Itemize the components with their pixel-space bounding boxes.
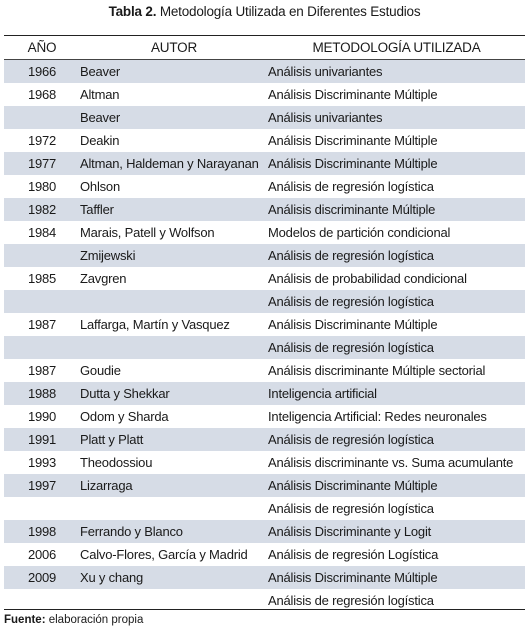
cell-year: 1985 xyxy=(27,271,57,286)
cell-method: Modelos de partición condicional xyxy=(268,225,451,240)
cell-year xyxy=(4,244,80,267)
cell-author: Calvo-Flores, García y Madrid xyxy=(80,547,248,562)
table-caption xyxy=(0,4,529,19)
cell-author: Marais, Patell y Wolfson xyxy=(80,225,215,240)
cell-year xyxy=(4,336,80,359)
header-row xyxy=(4,36,525,60)
cell-year: 1990 xyxy=(27,409,57,424)
cell-author: Odom y Sharda xyxy=(80,409,169,424)
cell-method: Análisis de regresión logística xyxy=(268,179,434,194)
cell-year xyxy=(4,290,80,313)
cell-year: 1984 xyxy=(27,225,57,240)
cell-author: Ferrando y Blanco xyxy=(80,520,268,543)
cell-year: 1977 xyxy=(4,152,80,175)
cell-year: 1987 xyxy=(27,317,57,332)
cell-method: Análisis de regresión logística xyxy=(268,290,525,313)
table-row xyxy=(4,336,525,359)
cell-author: Ohlson xyxy=(80,179,120,194)
table-row xyxy=(4,313,525,336)
cell-author: Zavgren xyxy=(80,271,127,286)
cell-author: Goudie xyxy=(80,363,121,378)
cell-method: Análisis Discriminante Múltiple xyxy=(268,133,438,148)
cell-year: 1997 xyxy=(4,474,80,497)
cell-author: Zmijewski xyxy=(80,244,268,267)
table-row xyxy=(4,175,525,198)
caption-text: Metodología Utilizada en Diferentes Estudios xyxy=(159,4,421,19)
cell-method: Análisis de regresión logística xyxy=(268,428,525,451)
cell-author: Altman xyxy=(80,87,120,102)
cell-author: Deakin xyxy=(80,133,120,148)
table-row xyxy=(4,83,525,106)
cell-year xyxy=(4,497,80,520)
cell-author: Beaver xyxy=(80,60,268,84)
cell-year: 1987 xyxy=(27,363,57,378)
cell-author: Theodossiou xyxy=(80,455,153,470)
header-author: AUTOR xyxy=(80,36,268,60)
cell-author xyxy=(80,336,268,359)
cell-year: 1982 xyxy=(4,198,80,221)
bottom-rule xyxy=(4,609,525,610)
cell-author: Xu y chang xyxy=(80,566,268,589)
cell-year: 1980 xyxy=(27,179,57,194)
source-label: Fuente: xyxy=(4,614,46,626)
table-row xyxy=(4,198,525,221)
table-row xyxy=(4,106,525,129)
cell-method: Análisis discriminante Múltiple sectorial xyxy=(268,363,486,378)
cell-method: Análisis univariantes xyxy=(268,60,525,84)
cell-author: Altman, Haldeman y Narayanan xyxy=(80,152,268,175)
cell-author: Taffler xyxy=(80,198,268,221)
cell-year: 2009 xyxy=(4,566,80,589)
table-row xyxy=(4,382,525,405)
table-row xyxy=(4,290,525,313)
cell-method: Análisis Discriminante Múltiple xyxy=(268,566,525,589)
cell-method: Análisis Discriminante Múltiple xyxy=(268,317,438,332)
table-row xyxy=(4,566,525,589)
table-row xyxy=(4,267,525,290)
table-row xyxy=(4,129,525,152)
cell-method: Inteligencia Artificial: Redes neuronales xyxy=(268,409,487,424)
cell-author: Beaver xyxy=(80,106,268,129)
table-row xyxy=(4,152,525,175)
cell-year: 1988 xyxy=(4,382,80,405)
cell-method: Análisis discriminante vs. Suma acumulante xyxy=(268,455,514,470)
cell-method: Análisis Discriminante Múltiple xyxy=(268,87,438,102)
cell-author: Dutta y Shekkar xyxy=(80,382,268,405)
cell-year: 1972 xyxy=(27,133,57,148)
cell-method: Inteligencia artificial xyxy=(268,382,525,405)
caption-label: Tabla 2. xyxy=(108,4,157,19)
table-row xyxy=(4,428,525,451)
source-note xyxy=(4,614,143,626)
table-row xyxy=(4,405,525,428)
header-method: METODOLOGÍA UTILIZADA xyxy=(268,36,525,60)
cell-year: 1966 xyxy=(4,60,80,84)
cell-method: Análisis de regresión logística xyxy=(268,501,434,516)
cell-author xyxy=(80,290,268,313)
cell-year: 1968 xyxy=(27,87,57,102)
cell-author: Platt y Platt xyxy=(80,428,268,451)
cell-method: Análisis discriminante Múltiple xyxy=(268,198,525,221)
cell-year xyxy=(4,106,80,129)
cell-author: Lizarraga xyxy=(80,474,268,497)
cell-year: 1998 xyxy=(4,520,80,543)
cell-method: Análisis de regresión logística xyxy=(268,336,525,359)
cell-method: Análisis Discriminante Múltiple xyxy=(268,152,525,175)
table-row xyxy=(4,497,525,520)
cell-year: 1993 xyxy=(27,455,57,470)
table-row xyxy=(4,451,525,474)
source-text: elaboración propia xyxy=(48,614,144,626)
cell-method: Análisis de regresión logística xyxy=(268,244,525,267)
cell-method: Análisis Discriminante Múltiple xyxy=(268,474,525,497)
table-row xyxy=(4,244,525,267)
cell-method: Análisis univariantes xyxy=(268,106,525,129)
cell-year: 2006 xyxy=(27,547,57,562)
table-row xyxy=(4,221,525,244)
table-row xyxy=(4,60,525,84)
header-year: AÑO xyxy=(4,36,80,60)
cell-year: 1991 xyxy=(4,428,80,451)
table-row xyxy=(4,474,525,497)
cell-method: Análisis de probabilidad condicional xyxy=(268,271,467,286)
table-row xyxy=(4,359,525,382)
table-row xyxy=(4,520,525,543)
cell-author: Laffarga, Martín y Vasquez xyxy=(80,317,230,332)
cell-author xyxy=(80,497,268,520)
cell-method: Análisis Discriminante y Logit xyxy=(268,520,525,543)
table-row xyxy=(4,543,525,566)
table-body xyxy=(4,60,525,613)
methodology-table xyxy=(4,36,525,612)
cell-method: Análisis de regresión Logística xyxy=(268,547,439,562)
cell-method: Análisis de regresión logística xyxy=(268,593,434,608)
